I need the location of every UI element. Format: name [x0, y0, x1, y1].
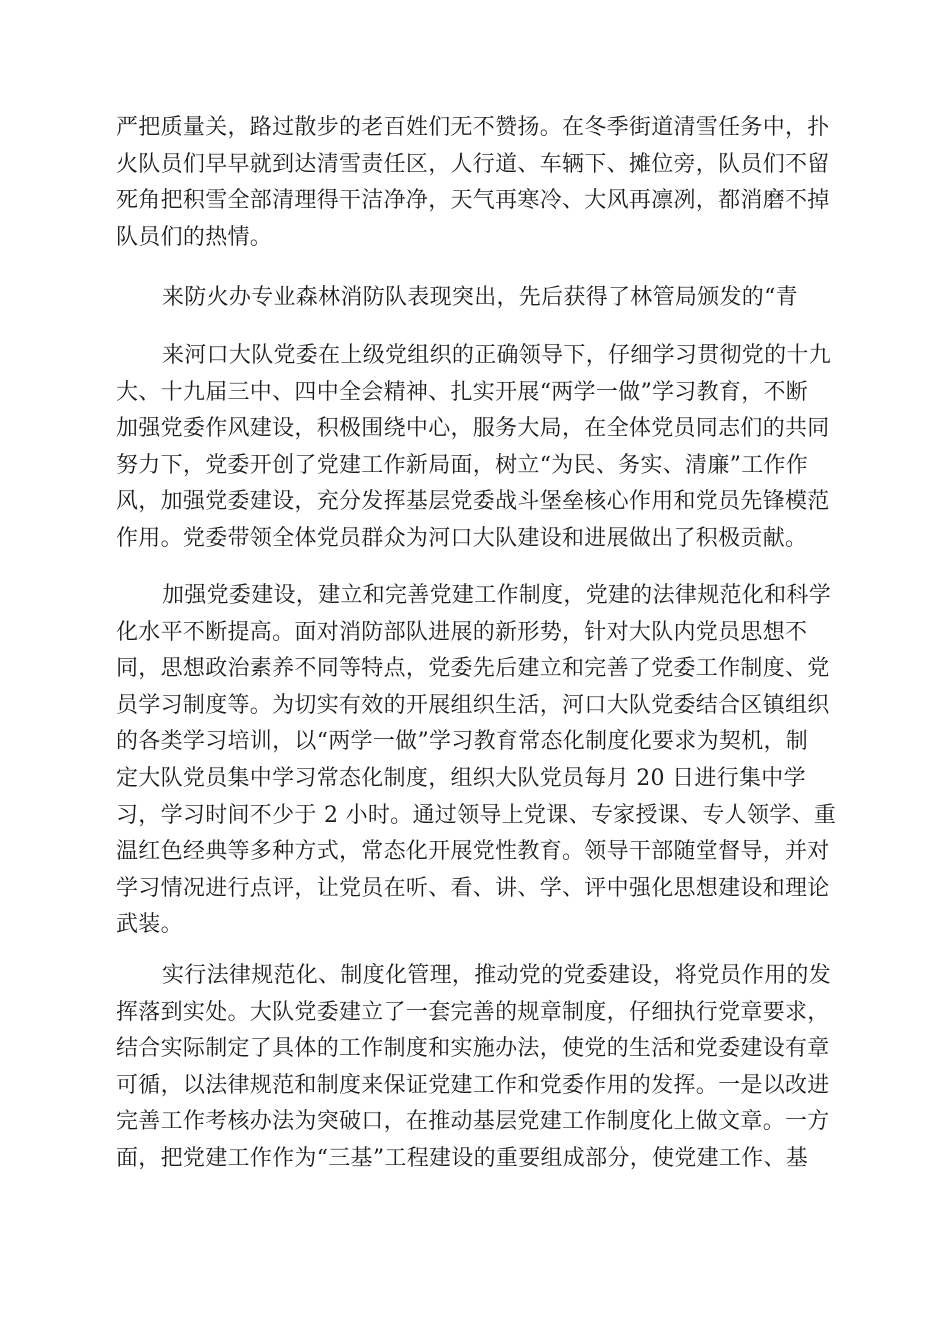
text-line: 作用。党委带领全体党员群众为河口大队建设和进展做出了积极贡献。: [116, 525, 808, 551]
text-line: 队员们的热情。: [116, 224, 273, 250]
text-line: 严把质量关，路过散步的老百姓们无不赞扬。在冬季街道清雪任务中，扑: [116, 115, 830, 140]
text-line: 武装。: [116, 912, 183, 938]
text-line: 来防火办专业森林消防队表现突出，先后获得了林管局颁发的“青: [162, 285, 798, 310]
text-line: 完善工作考核办法为突破口，在推动基层党建工作制度化上做文章。一方: [116, 1109, 830, 1135]
text-line: 加强党委建设，建立和完善党建工作制度，党建的法律规范化和科学: [162, 583, 832, 608]
text-line: 化水平不断提高。面对消防部队进展的新形势，针对大队内党员思想不: [116, 619, 808, 645]
text-line: 挥落到实处。大队党委建立了一套完善的规章制度，仔细执行党章要求，: [116, 999, 830, 1025]
text-line: 死角把积雪全部清理得干洁净净，天气再寒冷、大风再凛冽，都消磨不掉: [116, 188, 830, 214]
text-line: 可循，以法律规范和制度来保证党建工作和党委作用的发挥。一是以改进: [116, 1072, 830, 1098]
paragraph-1: [116, 110, 832, 256]
text-line: 员学习制度等。为切实有效的开展组织生活，河口大队党委结合区镇组织: [116, 692, 830, 718]
text-line: 结合实际制定了具体的工作制度和实施办法，使党的生活和党委建设有章: [116, 1036, 830, 1062]
text-line: 加强党委作风建设，积极围绕中心，服务大局，在全体党员同志们的共同: [116, 416, 830, 442]
text-line: 来河口大队党委在上级党组织的正确领导下，仔细学习贯彻党的十九: [162, 343, 832, 368]
paragraph-3: [116, 338, 832, 558]
text-line: 学习情况进行点评，让党员在听、看、讲、学、评中强化思想建设和理论: [116, 875, 830, 901]
text-line: 火队员们早早就到达清雪责任区，人行道、车辆下、摊位旁，队员们不留: [116, 151, 830, 177]
text-line: 习，学习时间不少于 2 小时。通过领导上党课、专家授课、专人领学、重: [116, 802, 837, 828]
text-line: 风，加强党委建设，充分发挥基层党委战斗堡垒核心作用和党员先锋模范: [116, 489, 830, 515]
text-line: 的各类学习培训，以“两学一做”学习教育常态化制度化要求为契机，制: [116, 729, 809, 755]
text-line: 大、十九届三中、四中全会精神、扎实开展“两学一做”学习教育，不断: [116, 379, 809, 405]
text-line: 实行法律规范化、制度化管理，推动党的党委建设，将党员作用的发: [162, 963, 832, 988]
paragraph-4: [116, 578, 837, 944]
text-line: 定大队党员集中学习常态化制度，组织大队党员每月 20 日进行集中学: [116, 765, 806, 791]
text-line: 努力下，党委开创了党建工作新局面，树立“为民、务实、清廉”工作作: [116, 452, 809, 478]
text-line: 温红色经典等多种方式，常态化开展党性教育。领导干部随堂督导，并对: [116, 839, 830, 865]
text-line: 面，把党建工作作为“三基”工程建设的重要组成部分，使党建工作、基: [116, 1145, 809, 1171]
text-line: 同，思想政治素养不同等特点，党委先后建立和完善了党委工作制度、党: [116, 656, 830, 682]
paragraph-2: [116, 280, 832, 317]
paragraph-5: [116, 958, 832, 1178]
